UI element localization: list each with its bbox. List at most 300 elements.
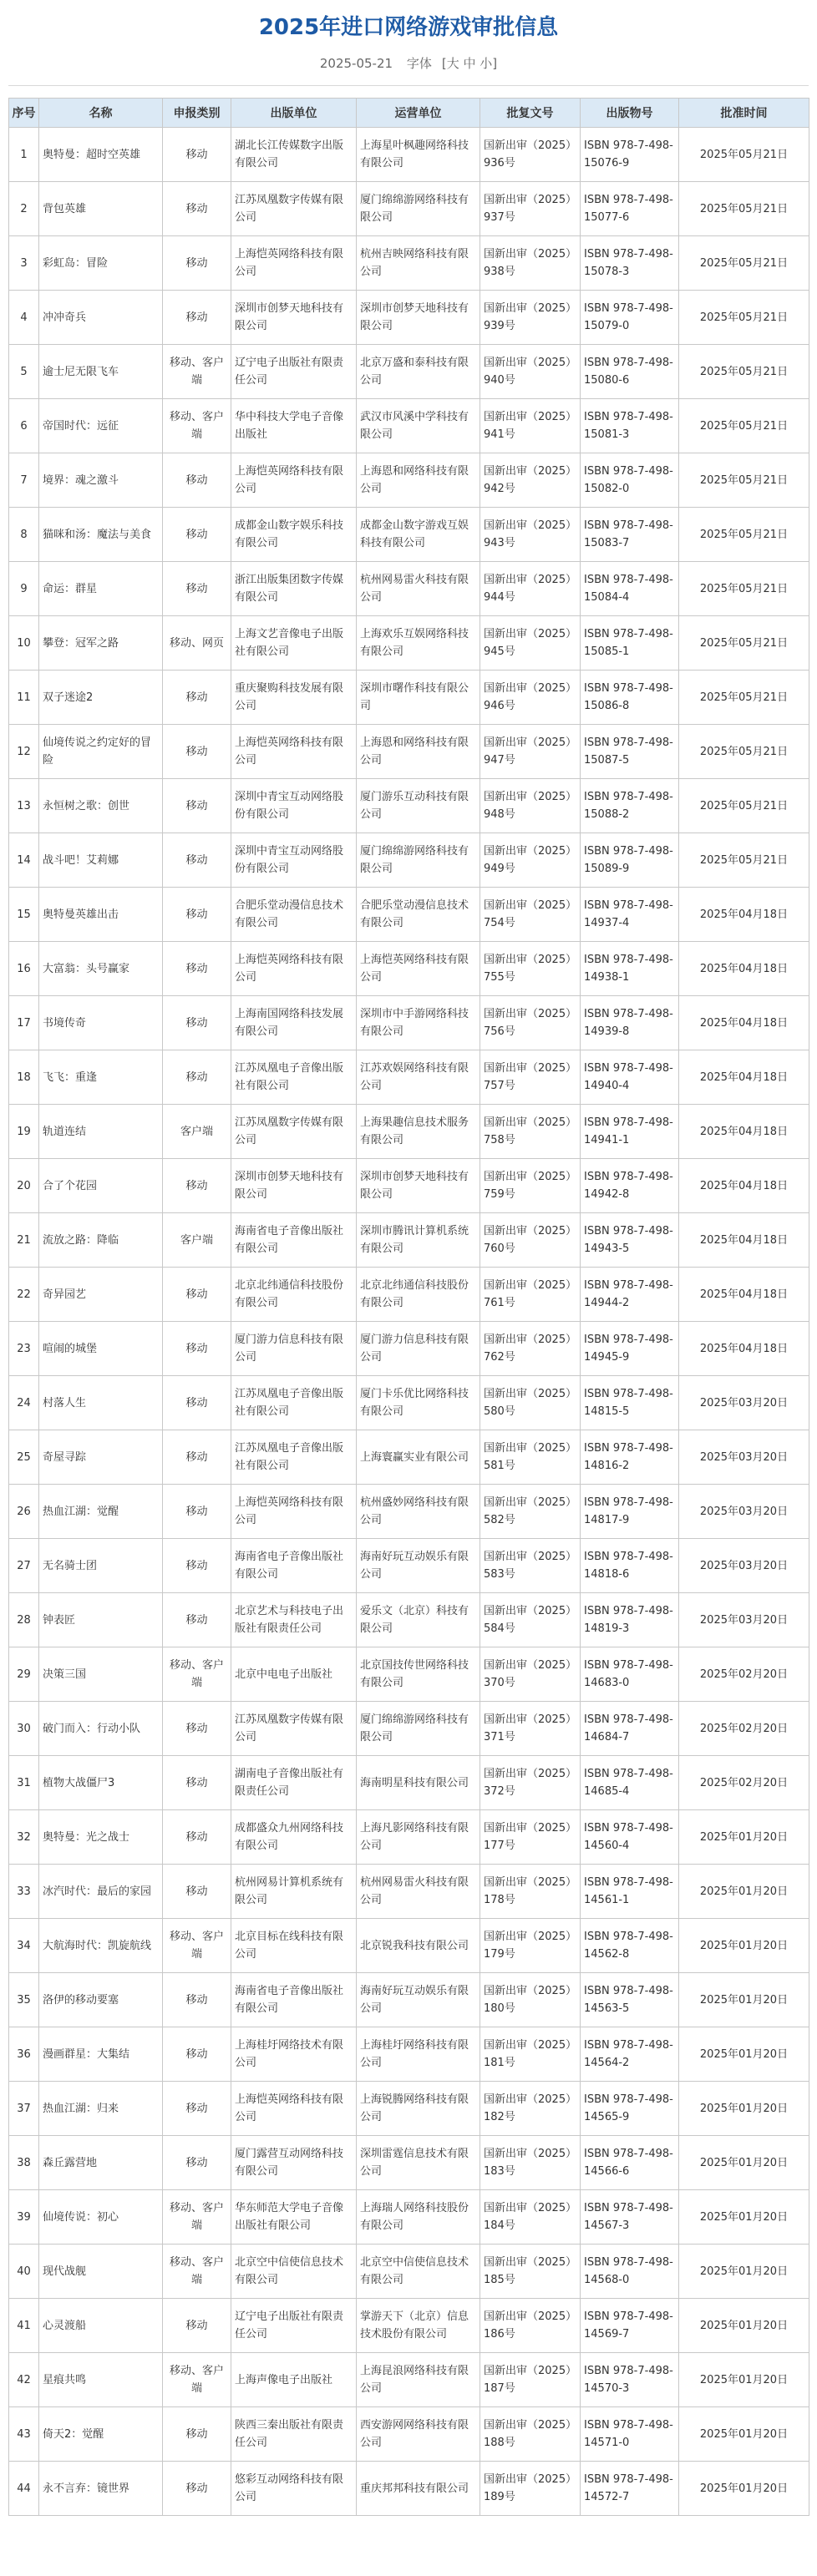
table-row <box>9 725 809 779</box>
cell-publisher: 上海恺英网络科技有限公司 <box>231 453 357 508</box>
cell-isbn: ISBN 978-7-498-14816-2 <box>581 1430 679 1485</box>
cell-publisher: 成都金山数字娱乐科技有限公司 <box>231 508 357 562</box>
cell-approval-no: 国新出审（2025）945号 <box>480 616 581 671</box>
cell-game-name: 境界：魂之激斗 <box>39 453 163 508</box>
header-index: 序号 <box>9 99 39 128</box>
cell-approval-no: 国新出审（2025）942号 <box>480 453 581 508</box>
cell-category: 客户端 <box>163 1105 231 1159</box>
cell-index: 3 <box>9 236 39 291</box>
cell-isbn: ISBN 978-7-498-15081-3 <box>581 399 679 453</box>
cell-date: 2025年05月21日 <box>679 236 809 291</box>
table-row <box>9 1756 809 1810</box>
cell-publisher: 北京艺术与科技电子出版社有限责任公司 <box>231 1593 357 1647</box>
cell-game-name: 永恒树之歌：创世 <box>39 779 163 833</box>
cell-operator: 上海欢乐互娱网络科技有限公司 <box>357 616 480 671</box>
cell-isbn: ISBN 978-7-498-14683-0 <box>581 1647 679 1702</box>
cell-operator: 北京空中信使信息技术有限公司 <box>357 2245 480 2299</box>
cell-date: 2025年04月18日 <box>679 1213 809 1268</box>
cell-date: 2025年05月21日 <box>679 616 809 671</box>
cell-isbn: ISBN 978-7-498-14937-4 <box>581 888 679 942</box>
table-row <box>9 2190 809 2245</box>
cell-index: 44 <box>9 2462 39 2516</box>
cell-game-name: 决策三国 <box>39 1647 163 1702</box>
cell-operator: 杭州吉映网络科技有限公司 <box>357 236 480 291</box>
cell-date: 2025年04月18日 <box>679 888 809 942</box>
cell-date: 2025年05月21日 <box>679 128 809 182</box>
cell-operator: 爱乐文（北京）科技有限公司 <box>357 1593 480 1647</box>
cell-category: 移动 <box>163 2027 231 2082</box>
cell-approval-no: 国新出审（2025）581号 <box>480 1430 581 1485</box>
cell-category: 移动 <box>163 1593 231 1647</box>
cell-date: 2025年01月20日 <box>679 2299 809 2353</box>
cell-isbn: ISBN 978-7-498-14818-6 <box>581 1539 679 1593</box>
table-row <box>9 1919 809 1973</box>
cell-game-name: 攀登：冠军之路 <box>39 616 163 671</box>
cell-publisher: 深圳中青宝互动网络股份有限公司 <box>231 833 357 888</box>
cell-publisher: 北京中电电子出版社 <box>231 1647 357 1702</box>
cell-date: 2025年05月21日 <box>679 562 809 616</box>
cell-isbn: ISBN 978-7-498-15087-5 <box>581 725 679 779</box>
cell-approval-no: 国新出审（2025）180号 <box>480 1973 581 2027</box>
cell-category: 移动 <box>163 888 231 942</box>
cell-approval-no: 国新出审（2025）947号 <box>480 725 581 779</box>
cell-publisher: 江苏凤凰数字传媒有限公司 <box>231 1105 357 1159</box>
cell-category: 移动 <box>163 1973 231 2027</box>
cell-publisher: 上海恺英网络科技有限公司 <box>231 2082 357 2136</box>
cell-category: 移动 <box>163 671 231 725</box>
cell-operator: 北京万盛和泰科技有限公司 <box>357 345 480 399</box>
cell-game-name: 飞飞：重逢 <box>39 1050 163 1105</box>
cell-approval-no: 国新出审（2025）946号 <box>480 671 581 725</box>
cell-game-name: 帝国时代：远征 <box>39 399 163 453</box>
table-row <box>9 291 809 345</box>
cell-publisher: 重庆聚购科技发展有限公司 <box>231 671 357 725</box>
cell-category: 移动 <box>163 779 231 833</box>
cell-category: 移动 <box>163 291 231 345</box>
cell-isbn: ISBN 978-7-498-14942-8 <box>581 1159 679 1213</box>
cell-game-name: 现代战舰 <box>39 2245 163 2299</box>
cell-game-name: 战斗吧！艾莉娜 <box>39 833 163 888</box>
cell-category: 移动 <box>163 1430 231 1485</box>
cell-game-name: 彩虹岛：冒险 <box>39 236 163 291</box>
approval-table <box>8 98 809 2516</box>
font-label: 字体 <box>406 56 432 71</box>
cell-category: 移动 <box>163 1539 231 1593</box>
cell-category: 移动 <box>163 1322 231 1376</box>
cell-game-name: 书境传奇 <box>39 996 163 1050</box>
publish-date: 2025-05-21 <box>319 56 393 71</box>
table-row <box>9 1702 809 1756</box>
cell-index: 31 <box>9 1756 39 1810</box>
cell-category: 移动 <box>163 236 231 291</box>
cell-category: 移动 <box>163 1756 231 1810</box>
cell-date: 2025年05月21日 <box>679 291 809 345</box>
table-row <box>9 1050 809 1105</box>
cell-date: 2025年03月20日 <box>679 1485 809 1539</box>
cell-approval-no: 国新出审（2025）183号 <box>480 2136 581 2190</box>
cell-date: 2025年01月20日 <box>679 2353 809 2407</box>
cell-operator: 掌游天下（北京）信息技术股份有限公司 <box>357 2299 480 2353</box>
cell-isbn: ISBN 978-7-498-15076-9 <box>581 128 679 182</box>
cell-index: 41 <box>9 2299 39 2353</box>
page-title: 2025年进口网络游戏审批信息 <box>258 15 559 40</box>
cell-approval-no: 国新出审（2025）756号 <box>480 996 581 1050</box>
cell-approval-no: 国新出审（2025）186号 <box>480 2299 581 2353</box>
cell-publisher: 华东师范大学电子音像出版社有限公司 <box>231 2190 357 2245</box>
cell-index: 28 <box>9 1593 39 1647</box>
cell-operator: 上海凡影网络科技有限公司 <box>357 1810 480 1865</box>
cell-approval-no: 国新出审（2025）370号 <box>480 1647 581 1702</box>
cell-game-name: 猫咪和汤：魔法与美食 <box>39 508 163 562</box>
table-row <box>9 616 809 671</box>
cell-date: 2025年03月20日 <box>679 1593 809 1647</box>
cell-isbn: ISBN 978-7-498-14571-0 <box>581 2407 679 2462</box>
cell-category: 移动 <box>163 2462 231 2516</box>
cell-approval-no: 国新出审（2025）760号 <box>480 1213 581 1268</box>
cell-approval-no: 国新出审（2025）189号 <box>480 2462 581 2516</box>
cell-isbn: ISBN 978-7-498-14938-1 <box>581 942 679 996</box>
cell-game-name: 热血江湖：归来 <box>39 2082 163 2136</box>
cell-publisher: 华中科技大学电子音像出版社 <box>231 399 357 453</box>
cell-approval-no: 国新出审（2025）177号 <box>480 1810 581 1865</box>
cell-approval-no: 国新出审（2025）939号 <box>480 291 581 345</box>
cell-approval-no: 国新出审（2025）948号 <box>480 779 581 833</box>
cell-game-name: 仙境传说：初心 <box>39 2190 163 2245</box>
cell-game-name: 洛伊的移动要塞 <box>39 1973 163 2027</box>
cell-index: 19 <box>9 1105 39 1159</box>
cell-approval-no: 国新出审（2025）372号 <box>480 1756 581 1810</box>
cell-publisher: 悠彩互动网络科技有限公司 <box>231 2462 357 2516</box>
table-row <box>9 1159 809 1213</box>
cell-operator: 深圳市腾讯计算机系统有限公司 <box>357 1213 480 1268</box>
cell-date: 2025年04月18日 <box>679 942 809 996</box>
cell-index: 37 <box>9 2082 39 2136</box>
table-row <box>9 888 809 942</box>
cell-game-name: 逾士尼无限飞车 <box>39 345 163 399</box>
cell-operator: 深圳雷霆信息技术有限公司 <box>357 2136 480 2190</box>
cell-game-name: 热血江湖：觉醒 <box>39 1485 163 1539</box>
cell-isbn: ISBN 978-7-498-15079-0 <box>581 291 679 345</box>
table-row <box>9 1973 809 2027</box>
cell-publisher: 江苏凤凰数字传媒有限公司 <box>231 1702 357 1756</box>
table-body <box>9 128 809 2516</box>
cell-publisher: 海南省电子音像出版社有限公司 <box>231 1213 357 1268</box>
cell-game-name: 背包英雄 <box>39 182 163 236</box>
cell-isbn: ISBN 978-7-498-15083-7 <box>581 508 679 562</box>
table-row <box>9 1865 809 1919</box>
cell-approval-no: 国新出审（2025）187号 <box>480 2353 581 2407</box>
table-row <box>9 2027 809 2082</box>
cell-isbn: ISBN 978-7-498-14561-1 <box>581 1865 679 1919</box>
cell-index: 5 <box>9 345 39 399</box>
cell-operator: 武汉市风溪中学科技有限公司 <box>357 399 480 453</box>
cell-approval-no: 国新出审（2025）583号 <box>480 1539 581 1593</box>
header-approval-no: 批复文号 <box>480 99 581 128</box>
cell-publisher: 辽宁电子出版社有限责任公司 <box>231 345 357 399</box>
cell-isbn: ISBN 978-7-498-14569-7 <box>581 2299 679 2353</box>
cell-operator: 厦门游乐互动科技有限公司 <box>357 779 480 833</box>
table-row <box>9 1593 809 1647</box>
cell-publisher: 深圳中青宝互动网络股份有限公司 <box>231 779 357 833</box>
cell-game-name: 冰汽时代：最后的家园 <box>39 1865 163 1919</box>
cell-approval-no: 国新出审（2025）758号 <box>480 1105 581 1159</box>
cell-category: 移动 <box>163 1268 231 1322</box>
cell-index: 24 <box>9 1376 39 1430</box>
cell-operator: 北京北纬通信科技股份有限公司 <box>357 1268 480 1322</box>
header-name: 名称 <box>39 99 163 128</box>
cell-index: 40 <box>9 2245 39 2299</box>
cell-isbn: ISBN 978-7-498-14943-5 <box>581 1213 679 1268</box>
cell-index: 33 <box>9 1865 39 1919</box>
cell-index: 25 <box>9 1430 39 1485</box>
cell-approval-no: 国新出审（2025）943号 <box>480 508 581 562</box>
cell-category: 移动 <box>163 2136 231 2190</box>
cell-game-name: 心灵渡船 <box>39 2299 163 2353</box>
cell-game-name: 钟表匠 <box>39 1593 163 1647</box>
cell-operator: 上海寰赢实业有限公司 <box>357 1430 480 1485</box>
cell-isbn: ISBN 978-7-498-15082-0 <box>581 453 679 508</box>
cell-game-name: 命运：群星 <box>39 562 163 616</box>
cell-category: 移动 <box>163 182 231 236</box>
cell-game-name: 双子迷途2 <box>39 671 163 725</box>
cell-category: 移动 <box>163 1485 231 1539</box>
cell-operator: 上海恩和网络科技有限公司 <box>357 725 480 779</box>
cell-operator: 重庆邦邦科技有限公司 <box>357 2462 480 2516</box>
cell-date: 2025年04月18日 <box>679 1159 809 1213</box>
cell-index: 34 <box>9 1919 39 1973</box>
cell-isbn: ISBN 978-7-498-15089-9 <box>581 833 679 888</box>
cell-operator: 深圳市创梦天地科技有限公司 <box>357 1159 480 1213</box>
cell-operator: 海南好玩互动娱乐有限公司 <box>357 1539 480 1593</box>
table-row <box>9 2136 809 2190</box>
cell-game-name: 星痕共鸣 <box>39 2353 163 2407</box>
cell-operator: 杭州盛妙网络科技有限公司 <box>357 1485 480 1539</box>
table-row <box>9 128 809 182</box>
table-row <box>9 236 809 291</box>
cell-approval-no: 国新出审（2025）181号 <box>480 2027 581 2082</box>
cell-category: 移动 <box>163 833 231 888</box>
cell-approval-no: 国新出审（2025）944号 <box>480 562 581 616</box>
cell-isbn: ISBN 978-7-498-14939-8 <box>581 996 679 1050</box>
cell-operator: 西安游网网络科技有限公司 <box>357 2407 480 2462</box>
cell-category: 移动 <box>163 508 231 562</box>
cell-operator: 合肥乐堂动漫信息技术有限公司 <box>357 888 480 942</box>
cell-isbn: ISBN 978-7-498-14819-3 <box>581 1593 679 1647</box>
cell-index: 11 <box>9 671 39 725</box>
cell-isbn: ISBN 978-7-498-14565-9 <box>581 2082 679 2136</box>
cell-publisher: 杭州网易计算机系统有限公司 <box>231 1865 357 1919</box>
cell-date: 2025年03月20日 <box>679 1539 809 1593</box>
cell-approval-no: 国新出审（2025）940号 <box>480 345 581 399</box>
cell-operator: 厦门游力信息科技有限公司 <box>357 1322 480 1376</box>
cell-date: 2025年03月20日 <box>679 1376 809 1430</box>
cell-operator: 海南好玩互动娱乐有限公司 <box>357 1973 480 2027</box>
table-row <box>9 508 809 562</box>
cell-approval-no: 国新出审（2025）762号 <box>480 1322 581 1376</box>
cell-category: 移动、网页 <box>163 616 231 671</box>
cell-category: 移动 <box>163 1376 231 1430</box>
cell-date: 2025年02月20日 <box>679 1702 809 1756</box>
cell-operator: 杭州网易雷火科技有限公司 <box>357 1865 480 1919</box>
cell-publisher: 厦门游力信息科技有限公司 <box>231 1322 357 1376</box>
cell-isbn: ISBN 978-7-498-14568-0 <box>581 2245 679 2299</box>
table-row <box>9 2462 809 2516</box>
cell-game-name: 大富翁：头号赢家 <box>39 942 163 996</box>
cell-index: 26 <box>9 1485 39 1539</box>
cell-index: 30 <box>9 1702 39 1756</box>
cell-date: 2025年01月20日 <box>679 2136 809 2190</box>
cell-game-name: 喧闹的城堡 <box>39 1322 163 1376</box>
cell-category: 移动 <box>163 1050 231 1105</box>
cell-isbn: ISBN 978-7-498-14570-3 <box>581 2353 679 2407</box>
cell-index: 39 <box>9 2190 39 2245</box>
cell-index: 21 <box>9 1213 39 1268</box>
cell-index: 18 <box>9 1050 39 1105</box>
table-row <box>9 996 809 1050</box>
cell-isbn: ISBN 978-7-498-14941-1 <box>581 1105 679 1159</box>
cell-operator: 厦门绵绵游网络科技有限公司 <box>357 833 480 888</box>
table-row <box>9 1539 809 1593</box>
table-row <box>9 399 809 453</box>
cell-category: 移动、客户端 <box>163 2245 231 2299</box>
cell-approval-no: 国新出审（2025）759号 <box>480 1159 581 1213</box>
cell-operator: 成都金山数字游戏互娱科技有限公司 <box>357 508 480 562</box>
cell-isbn: ISBN 978-7-498-15077-6 <box>581 182 679 236</box>
cell-isbn: ISBN 978-7-498-15084-4 <box>581 562 679 616</box>
cell-approval-no: 国新出审（2025）938号 <box>480 236 581 291</box>
cell-index: 7 <box>9 453 39 508</box>
cell-category: 移动、客户端 <box>163 1647 231 1702</box>
cell-game-name: 破门而入：行动小队 <box>39 1702 163 1756</box>
cell-publisher: 上海恺英网络科技有限公司 <box>231 1485 357 1539</box>
cell-approval-no: 国新出审（2025）941号 <box>480 399 581 453</box>
cell-game-name: 奇屋寻踪 <box>39 1430 163 1485</box>
cell-operator: 上海瑞人网络科技股份有限公司 <box>357 2190 480 2245</box>
cell-category: 移动 <box>163 996 231 1050</box>
cell-publisher: 上海文艺音像电子出版社有限公司 <box>231 616 357 671</box>
table-row <box>9 779 809 833</box>
cell-isbn: ISBN 978-7-498-15088-2 <box>581 779 679 833</box>
cell-index: 14 <box>9 833 39 888</box>
cell-isbn: ISBN 978-7-498-14563-5 <box>581 1973 679 2027</box>
cell-approval-no: 国新出审（2025）936号 <box>480 128 581 182</box>
cell-publisher: 北京北纬通信科技股份有限公司 <box>231 1268 357 1322</box>
table-header-row <box>9 99 809 128</box>
cell-publisher: 厦门露营互动网络科技有限公司 <box>231 2136 357 2190</box>
cell-game-name: 奥特曼：光之战士 <box>39 1810 163 1865</box>
cell-index: 23 <box>9 1322 39 1376</box>
table-row <box>9 2407 809 2462</box>
cell-category: 移动、客户端 <box>163 2190 231 2245</box>
cell-date: 2025年01月20日 <box>679 2407 809 2462</box>
cell-game-name: 村落人生 <box>39 1376 163 1430</box>
cell-category: 移动、客户端 <box>163 399 231 453</box>
cell-index: 38 <box>9 2136 39 2190</box>
cell-publisher: 上海恺英网络科技有限公司 <box>231 942 357 996</box>
cell-approval-no: 国新出审（2025）580号 <box>480 1376 581 1430</box>
cell-category: 移动、客户端 <box>163 345 231 399</box>
cell-date: 2025年01月20日 <box>679 2190 809 2245</box>
cell-index: 1 <box>9 128 39 182</box>
cell-operator: 上海昆浪网络科技有限公司 <box>357 2353 480 2407</box>
table-row <box>9 2299 809 2353</box>
cell-isbn: ISBN 978-7-498-14564-2 <box>581 2027 679 2082</box>
cell-isbn: ISBN 978-7-498-14685-4 <box>581 1756 679 1810</box>
cell-game-name: 无名骑士团 <box>39 1539 163 1593</box>
cell-publisher: 合肥乐堂动漫信息技术有限公司 <box>231 888 357 942</box>
cell-publisher: 深圳市创梦天地科技有限公司 <box>231 291 357 345</box>
cell-date: 2025年05月21日 <box>679 779 809 833</box>
cell-operator: 上海果趣信息技术服务有限公司 <box>357 1105 480 1159</box>
cell-operator: 杭州网易雷火科技有限公司 <box>357 562 480 616</box>
cell-date: 2025年04月18日 <box>679 1322 809 1376</box>
cell-game-name: 永不言弃：镜世界 <box>39 2462 163 2516</box>
font-size-switcher[interactable]: [大 中 小] <box>441 56 498 71</box>
cell-date: 2025年05月21日 <box>679 725 809 779</box>
cell-category: 移动 <box>163 1159 231 1213</box>
header-date: 批准时间 <box>679 99 809 128</box>
cell-game-name: 森丘露营地 <box>39 2136 163 2190</box>
cell-index: 6 <box>9 399 39 453</box>
cell-publisher: 成都盛众九州网络科技有限公司 <box>231 1810 357 1865</box>
cell-operator: 上海星叶枫趣网络科技有限公司 <box>357 128 480 182</box>
table-row <box>9 1322 809 1376</box>
cell-category: 移动 <box>163 453 231 508</box>
cell-isbn: ISBN 978-7-498-14572-7 <box>581 2462 679 2516</box>
cell-operator: 厦门绵绵游网络科技有限公司 <box>357 182 480 236</box>
cell-isbn: ISBN 978-7-498-14815-5 <box>581 1376 679 1430</box>
cell-date: 2025年05月21日 <box>679 671 809 725</box>
cell-date: 2025年01月20日 <box>679 2027 809 2082</box>
divider <box>8 85 809 86</box>
cell-index: 8 <box>9 508 39 562</box>
cell-date: 2025年05月21日 <box>679 182 809 236</box>
table-row <box>9 833 809 888</box>
cell-date: 2025年01月20日 <box>679 1973 809 2027</box>
header-isbn: 出版物号 <box>581 99 679 128</box>
cell-isbn: ISBN 978-7-498-14567-3 <box>581 2190 679 2245</box>
cell-publisher: 上海恺英网络科技有限公司 <box>231 725 357 779</box>
cell-game-name: 奥特曼：超时空英雄 <box>39 128 163 182</box>
cell-approval-no: 国新出审（2025）582号 <box>480 1485 581 1539</box>
meta-bar <box>0 52 817 75</box>
cell-category: 移动 <box>163 725 231 779</box>
cell-date: 2025年02月20日 <box>679 1647 809 1702</box>
cell-isbn: ISBN 978-7-498-15080-6 <box>581 345 679 399</box>
cell-game-name: 漫画群星：大集结 <box>39 2027 163 2082</box>
cell-date: 2025年01月20日 <box>679 1919 809 1973</box>
table-row <box>9 1376 809 1430</box>
cell-publisher: 上海南国网络科技发展有限公司 <box>231 996 357 1050</box>
cell-date: 2025年05月21日 <box>679 345 809 399</box>
cell-approval-no: 国新出审（2025）184号 <box>480 2190 581 2245</box>
cell-operator: 上海锐腾网络科技有限公司 <box>357 2082 480 2136</box>
cell-category: 移动 <box>163 2407 231 2462</box>
cell-date: 2025年03月20日 <box>679 1430 809 1485</box>
cell-index: 20 <box>9 1159 39 1213</box>
cell-publisher: 北京空中信使信息技术有限公司 <box>231 2245 357 2299</box>
cell-publisher: 浙江出版集团数字传媒有限公司 <box>231 562 357 616</box>
table-row <box>9 2353 809 2407</box>
table-row <box>9 1430 809 1485</box>
cell-approval-no: 国新出审（2025）182号 <box>480 2082 581 2136</box>
cell-index: 17 <box>9 996 39 1050</box>
cell-index: 15 <box>9 888 39 942</box>
cell-date: 2025年01月20日 <box>679 2245 809 2299</box>
cell-publisher: 上海桂圩网络技术有限公司 <box>231 2027 357 2082</box>
cell-category: 移动 <box>163 2082 231 2136</box>
header-category: 申报类别 <box>163 99 231 128</box>
